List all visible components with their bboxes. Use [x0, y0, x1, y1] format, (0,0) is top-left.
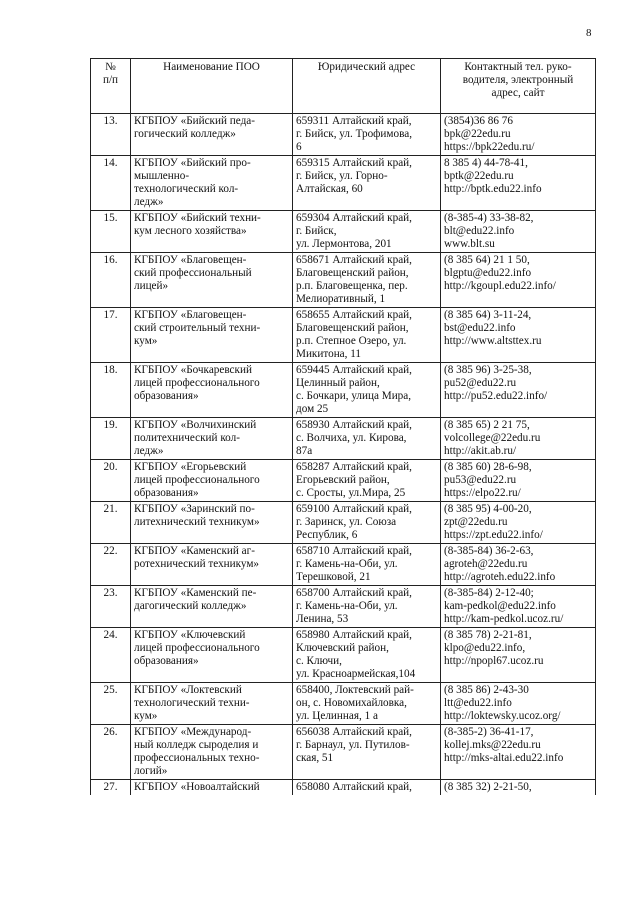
- institution-name: [131, 211, 293, 253]
- legal-address: [293, 114, 441, 156]
- text-line: он, с. Новомихайловка,: [296, 697, 407, 709]
- text-line: kollej.mks@22edu.ru: [444, 739, 541, 751]
- contact-info: [441, 363, 596, 418]
- text-line: klpo@edu22.info,: [444, 642, 526, 654]
- table-row: [91, 780, 596, 796]
- text-line: лицей профессионального: [134, 642, 260, 654]
- text-line: (8 385 86) 2-43-30: [444, 684, 529, 696]
- text-line: ул. Лермонтова, 201: [296, 238, 392, 250]
- text-line: Благовещенский район,: [296, 322, 409, 334]
- text-line: www.blt.su: [444, 238, 495, 250]
- text-line: п/п: [102, 74, 119, 86]
- text-line: 659304 Алтайский край,: [296, 212, 412, 224]
- table-row: [91, 156, 596, 211]
- legal-address: [293, 628, 441, 683]
- institution-name: [131, 253, 293, 308]
- legal-address: [293, 156, 441, 211]
- text-line: Микитона, 11: [296, 348, 362, 360]
- table-row: [91, 586, 596, 628]
- legal-address: [293, 418, 441, 460]
- legal-address: [293, 544, 441, 586]
- table-row: [91, 683, 596, 725]
- row-number: 20.: [91, 460, 131, 502]
- text-line: http://kgoupl.edu22.info/: [444, 280, 556, 292]
- table-row: [91, 544, 596, 586]
- text-line: КГБПОУ «Каменский аг-: [134, 545, 255, 557]
- text-line: дом 25: [296, 403, 329, 415]
- text-line: ный колледж сыроделия и: [134, 739, 259, 751]
- row-number: 14.: [91, 156, 131, 211]
- text-line: ротехнический техникум»: [134, 558, 260, 570]
- text-line: водителя, электронный: [462, 74, 574, 86]
- text-line: КГБПОУ «Заринский по-: [134, 503, 255, 515]
- row-number: 18.: [91, 363, 131, 418]
- text-line: bst@edu22.info: [444, 322, 516, 334]
- header-contacts: [441, 59, 596, 114]
- legal-address: [293, 308, 441, 363]
- contact-info: [441, 211, 596, 253]
- text-line: http://loktewsky.ucoz.org/: [444, 710, 561, 722]
- legal-address: [293, 586, 441, 628]
- text-line: гогический колледж»: [134, 128, 236, 140]
- text-line: ледж»: [134, 196, 164, 208]
- text-line: ский профессиональный: [134, 267, 252, 279]
- row-number: 17.: [91, 308, 131, 363]
- text-line: http://kam-pedkol.ucoz.ru/: [444, 613, 564, 625]
- text-line: 8 385 4) 44-78-41,: [444, 157, 528, 169]
- text-line: http://agroteh.edu22.info: [444, 571, 556, 583]
- text-line: г. Бийск, ул. Трофимова,: [296, 128, 412, 140]
- text-line: мышленно-: [134, 170, 190, 182]
- text-line: г. Камень-на-Оби, ул.: [296, 600, 398, 612]
- text-line: bptk@22edu.ru: [444, 170, 514, 182]
- text-line: 6: [296, 141, 302, 153]
- text-line: https://zpt.edu22.info/: [444, 529, 543, 541]
- text-line: http://bptk.edu22.info: [444, 183, 542, 195]
- text-line: Юридический адрес: [317, 61, 416, 73]
- text-line: zpt@22edu.ru: [444, 516, 508, 528]
- row-number: 27.: [91, 780, 131, 796]
- text-line: https://elpo22.ru/: [444, 487, 521, 499]
- row-number: 24.: [91, 628, 131, 683]
- text-line: 658671 Алтайский край,: [296, 254, 412, 266]
- text-line: volcollege@22edu.ru: [444, 432, 541, 444]
- text-line: КГБПОУ «Бийский педа-: [134, 115, 255, 127]
- text-line: образования»: [134, 487, 199, 499]
- text-line: технологический кол-: [134, 183, 239, 195]
- text-line: КГБПОУ «Благовещен-: [134, 309, 247, 321]
- legal-address: [293, 460, 441, 502]
- institution-name: [131, 308, 293, 363]
- institution-name: [131, 363, 293, 418]
- table-row: [91, 363, 596, 418]
- institution-name: [131, 544, 293, 586]
- text-line: http://pu52.edu22.info/: [444, 390, 548, 402]
- table-row: [91, 460, 596, 502]
- text-line: 658700 Алтайский край,: [296, 587, 412, 599]
- text-line: blgptu@edu22.info: [444, 267, 532, 279]
- text-line: КГБПОУ «Благовещен-: [134, 254, 247, 266]
- institution-name: [131, 780, 293, 796]
- text-line: КГБПОУ «Бийский про-: [134, 157, 251, 169]
- text-line: Ключевский район,: [296, 642, 389, 654]
- text-line: лицей»: [134, 280, 169, 292]
- text-line: 659445 Алтайский край,: [296, 364, 412, 376]
- contact-info: [441, 308, 596, 363]
- text-line: технологический техни-: [134, 697, 250, 709]
- table-row: [91, 502, 596, 544]
- text-line: образования»: [134, 390, 199, 402]
- text-line: КГБПОУ «Каменский пе-: [134, 587, 257, 599]
- text-line: (8 385 32) 2-21-50,: [444, 781, 532, 793]
- text-line: дагогический колледж»: [134, 600, 247, 612]
- text-line: КГБПОУ «Бочкаревский: [134, 364, 252, 376]
- text-line: лицей профессионального: [134, 474, 260, 486]
- text-line: Республик, 6: [296, 529, 358, 541]
- contact-info: [441, 156, 596, 211]
- text-line: логий»: [134, 765, 168, 777]
- text-line: ледж»: [134, 445, 164, 457]
- text-line: http://www.altsttex.ru: [444, 335, 542, 347]
- row-number: 15.: [91, 211, 131, 253]
- text-line: (8 385 64) 21 1 50,: [444, 254, 530, 266]
- text-line: КГБПОУ «Егорьевский: [134, 461, 247, 473]
- text-line: pu52@edu22.ru: [444, 377, 517, 389]
- text-line: http://npopl67.ucoz.ru: [444, 655, 544, 667]
- text-line: 658980 Алтайский край,: [296, 629, 412, 641]
- text-line: кум»: [134, 335, 158, 347]
- text-line: Ленина, 53: [296, 613, 349, 625]
- header-address: [293, 59, 441, 114]
- table-row: [91, 628, 596, 683]
- text-line: кум»: [134, 710, 158, 722]
- text-line: КГБПОУ «Локтевский: [134, 684, 242, 696]
- table-header-row: [91, 59, 596, 114]
- text-line: с. Сросты, ул.Мира, 25: [296, 487, 406, 499]
- text-line: Алтайская, 60: [296, 183, 363, 195]
- text-line: 659100 Алтайский край,: [296, 503, 412, 515]
- institution-name: [131, 418, 293, 460]
- text-line: 658080 Алтайский край,: [296, 781, 412, 793]
- text-line: 659311 Алтайский край,: [296, 115, 412, 127]
- table-row: [91, 253, 596, 308]
- contact-info: [441, 502, 596, 544]
- text-line: (8 385 60) 28-6-98,: [444, 461, 532, 473]
- legal-address: [293, 211, 441, 253]
- text-line: ул. Красноармейская,104: [296, 668, 416, 680]
- text-line: кум лесного хозяйства»: [134, 225, 247, 237]
- text-line: Терешковой, 21: [296, 571, 371, 583]
- text-line: лицей профессионального: [134, 377, 260, 389]
- row-number: 26.: [91, 725, 131, 780]
- contact-info: [441, 544, 596, 586]
- contact-info: [441, 586, 596, 628]
- table-row: [91, 211, 596, 253]
- text-line: Благовещенский район,: [296, 267, 409, 279]
- institution-name: [131, 683, 293, 725]
- text-line: г. Бийск,: [296, 225, 337, 237]
- institution-name: [131, 502, 293, 544]
- text-line: р.п. Благовещенка, пер.: [296, 280, 408, 292]
- table-row: [91, 114, 596, 156]
- text-line: литехнический техникум»: [134, 516, 260, 528]
- table-row: [91, 308, 596, 363]
- text-line: адрес, сайт: [491, 87, 545, 99]
- text-line: КГБПОУ «Международ-: [134, 726, 252, 738]
- text-line: (8-385-4) 33-38-82,: [444, 212, 534, 224]
- table-row: [91, 725, 596, 780]
- text-line: (8-385-2) 36-41-17,: [444, 726, 534, 738]
- text-line: (8-385-84) 36-2-63,: [444, 545, 534, 557]
- contact-info: [441, 253, 596, 308]
- text-line: КГБПОУ «Бийский техни-: [134, 212, 261, 224]
- text-line: ltt@edu22.info: [444, 697, 512, 709]
- legal-address: [293, 780, 441, 796]
- text-line: 658655 Алтайский край,: [296, 309, 412, 321]
- contact-info: [441, 683, 596, 725]
- legal-address: [293, 725, 441, 780]
- text-line: образования»: [134, 655, 199, 667]
- text-line: КГБПОУ «Новоалтайский: [134, 781, 260, 793]
- institution-name: [131, 460, 293, 502]
- text-line: (8 385 64) 3-11-24,: [444, 309, 532, 321]
- text-line: (8 385 95) 4-00-20,: [444, 503, 532, 515]
- text-line: 656038 Алтайский край,: [296, 726, 412, 738]
- text-line: 87а: [296, 445, 313, 457]
- header-number: [91, 59, 131, 114]
- institutions-table: [90, 58, 596, 795]
- text-line: г. Барнаул, ул. Путилов-: [296, 739, 410, 751]
- text-line: 658710 Алтайский край,: [296, 545, 412, 557]
- text-line: р.п. Степное Озеро, ул.: [296, 335, 407, 347]
- text-line: Контактный тел. руко-: [464, 61, 572, 73]
- text-line: г. Бийск, ул. Горно-: [296, 170, 388, 182]
- text-line: профессиональных техно-: [134, 752, 260, 764]
- institution-name: [131, 628, 293, 683]
- legal-address: [293, 253, 441, 308]
- contact-info: [441, 460, 596, 502]
- row-number: 19.: [91, 418, 131, 460]
- text-line: agroteh@22edu.ru: [444, 558, 528, 570]
- row-number: 13.: [91, 114, 131, 156]
- legal-address: [293, 363, 441, 418]
- text-line: (8 385 65) 2 21 75,: [444, 419, 530, 431]
- text-line: ул. Целинная, 1 а: [296, 710, 378, 722]
- text-line: с. Бочкари, улица Мира,: [296, 390, 412, 402]
- text-line: с. Волчиха, ул. Кирова,: [296, 432, 407, 444]
- text-line: (3854)36 86 76: [444, 115, 513, 127]
- text-line: (8 385 78) 2-21-81,: [444, 629, 532, 641]
- text-line: политехнический кол-: [134, 432, 240, 444]
- text-line: pu53@edu22.ru: [444, 474, 517, 486]
- text-line: Целинный район,: [296, 377, 380, 389]
- page-number: 8: [586, 27, 592, 39]
- text-line: https://bpk22edu.ru/: [444, 141, 535, 153]
- institution-name: [131, 156, 293, 211]
- text-line: (8-385-84) 2-12-40;: [444, 587, 534, 599]
- institution-name: [131, 586, 293, 628]
- text-line: 658930 Алтайский край,: [296, 419, 412, 431]
- text-line: №: [105, 61, 116, 73]
- institution-name: [131, 725, 293, 780]
- text-line: 658400, Локтевский рай-: [296, 684, 414, 696]
- contact-info: [441, 418, 596, 460]
- row-number: 21.: [91, 502, 131, 544]
- text-line: ская, 51: [296, 752, 334, 764]
- text-line: г. Камень-на-Оби, ул.: [296, 558, 398, 570]
- text-line: г. Заринск, ул. Союза: [296, 516, 397, 528]
- header-name: [131, 59, 293, 114]
- text-line: с. Ключи,: [296, 655, 342, 667]
- contact-info: [441, 114, 596, 156]
- row-number: 16.: [91, 253, 131, 308]
- text-line: Мелиоративный, 1: [296, 293, 386, 305]
- text-line: 659315 Алтайский край,: [296, 157, 412, 169]
- text-line: (8 385 96) 3-25-38,: [444, 364, 532, 376]
- text-line: kam-pedkol@edu22.info: [444, 600, 556, 612]
- text-line: bpk@22edu.ru: [444, 128, 511, 140]
- text-line: http://mks-altai.edu22.info: [444, 752, 564, 764]
- row-number: 22.: [91, 544, 131, 586]
- legal-address: [293, 683, 441, 725]
- row-number: 23.: [91, 586, 131, 628]
- row-number: 25.: [91, 683, 131, 725]
- text-line: 658287 Алтайский край,: [296, 461, 412, 473]
- text-line: КГБПОУ «Волчихинский: [134, 419, 257, 431]
- text-line: blt@edu22.info: [444, 225, 515, 237]
- text-line: Егорьевский район,: [296, 474, 390, 486]
- contact-info: [441, 780, 596, 796]
- table-row: [91, 418, 596, 460]
- text-line: Наименование ПОО: [163, 61, 260, 73]
- text-line: ский строительный техни-: [134, 322, 261, 334]
- text-line: КГБПОУ «Ключевский: [134, 629, 246, 641]
- institution-name: [131, 114, 293, 156]
- legal-address: [293, 502, 441, 544]
- contact-info: [441, 628, 596, 683]
- text-line: http://akit.ab.ru/: [444, 445, 517, 457]
- contact-info: [441, 725, 596, 780]
